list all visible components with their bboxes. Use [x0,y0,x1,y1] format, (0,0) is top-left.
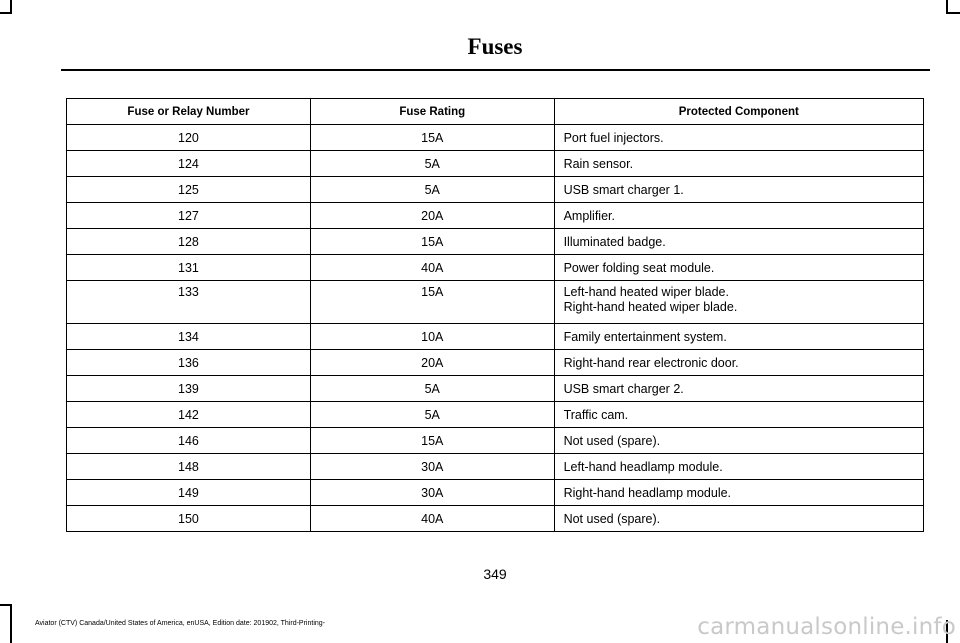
protected-component-cell [554,229,923,255]
protected-component-cell [554,151,923,177]
protected-component-cell [554,428,923,454]
crop-mark-top-left-h [0,12,12,14]
component-line: USB smart charger 1. [563,182,684,197]
fuse-rating-cell: 30A [310,454,554,480]
protected-component-cell [554,454,923,480]
title-rule [61,69,930,71]
fuse-number-cell: 133 [67,281,311,324]
component-line: Right-hand heated wiper blade. [563,300,738,314]
fuse-number-cell: 142 [67,402,311,428]
fuse-number-cell: 124 [67,151,311,177]
table-row [67,402,924,428]
protected-component-cell [554,324,923,350]
page-number: 349 [483,566,507,582]
fuse-number-cell: 146 [67,428,311,454]
fuse-number-cell: 136 [67,350,311,376]
protected-component-cell [554,125,923,151]
table-row [67,255,924,281]
table-row [67,454,924,480]
column-header-fuse-number: Fuse or Relay Number [67,99,311,125]
fuse-number-cell: 127 [67,203,311,229]
protected-component-cell [554,203,923,229]
fuse-rating-cell: 15A [310,428,554,454]
component-line: Illuminated badge. [563,234,666,249]
watermark-text: carmanualsonline.info [697,614,956,640]
fuse-number-cell: 125 [67,177,311,203]
protected-component-cell [554,376,923,402]
table-row [67,480,924,506]
fuse-rating-cell: 20A [310,203,554,229]
fuse-rating-cell: 5A [310,151,554,177]
fuse-rating-cell: 40A [310,506,554,532]
edition-footer: Aviator (CTV) Canada/United States of America, enUSA, Edition date: 201902, Third-Printing- [35,620,326,627]
fuse-rating-cell: 5A [310,402,554,428]
table-row [67,324,924,350]
fuse-number-cell: 139 [67,376,311,402]
component-line: Right-hand rear electronic door. [563,355,739,370]
column-header-fuse-rating: Fuse Rating [310,99,554,125]
fuse-number-cell: 150 [67,506,311,532]
crop-mark-bottom-left-v [10,604,12,643]
fuse-rating-cell: 20A [310,350,554,376]
column-header-protected-component: Protected Component [554,99,923,125]
component-line: Amplifier. [563,208,615,223]
component-line: Not used (spare). [563,511,661,526]
fuse-rating-cell: 5A [310,376,554,402]
protected-component-cell [554,281,923,324]
table-row [67,229,924,255]
fuse-rating-cell: 30A [310,480,554,506]
table-row [67,350,924,376]
table-row [67,203,924,229]
crop-mark-top-right-h [946,12,960,14]
protected-component-cell [554,506,923,532]
component-line: Rain sensor. [563,156,634,171]
component-line: Left-hand heated wiper blade. [563,285,729,299]
fuse-number-cell: 149 [67,480,311,506]
component-line: Port fuel injectors. [563,130,664,145]
page-title: Fuses [467,34,523,59]
fuse-number-cell: 120 [67,125,311,151]
fuse-rating-cell: 15A [310,229,554,255]
table-row [67,376,924,402]
component-line: Left-hand headlamp module. [563,459,723,474]
component-line: Traffic cam. [563,407,629,422]
component-line: USB smart charger 2. [563,381,684,396]
crop-mark-bottom-left-h [0,604,12,606]
fuse-rating-cell: 10A [310,324,554,350]
protected-component-cell [554,480,923,506]
table-row [67,151,924,177]
fuse-number-cell: 131 [67,255,311,281]
fuse-rating-cell: 15A [310,281,554,324]
table-row [67,428,924,454]
table-row [67,281,924,324]
protected-component-cell [554,350,923,376]
component-line: Not used (spare). [563,433,661,448]
fuse-number-cell: 148 [67,454,311,480]
fuse-rating-cell: 40A [310,255,554,281]
table-row [67,506,924,532]
table-row [67,125,924,151]
component-line: Right-hand headlamp module. [563,485,732,500]
table-header-row [67,99,924,125]
protected-component-cell [554,255,923,281]
table-body [67,125,924,532]
protected-component-cell [554,177,923,203]
component-line: Family entertainment system. [563,329,727,344]
fuse-rating-cell: 5A [310,177,554,203]
component-line: Power folding seat module. [563,260,715,275]
fuse-number-cell: 128 [67,229,311,255]
protected-component-cell [554,402,923,428]
fuse-table [66,98,924,532]
fuse-rating-cell: 15A [310,125,554,151]
fuse-number-cell: 134 [67,324,311,350]
table-row [67,177,924,203]
